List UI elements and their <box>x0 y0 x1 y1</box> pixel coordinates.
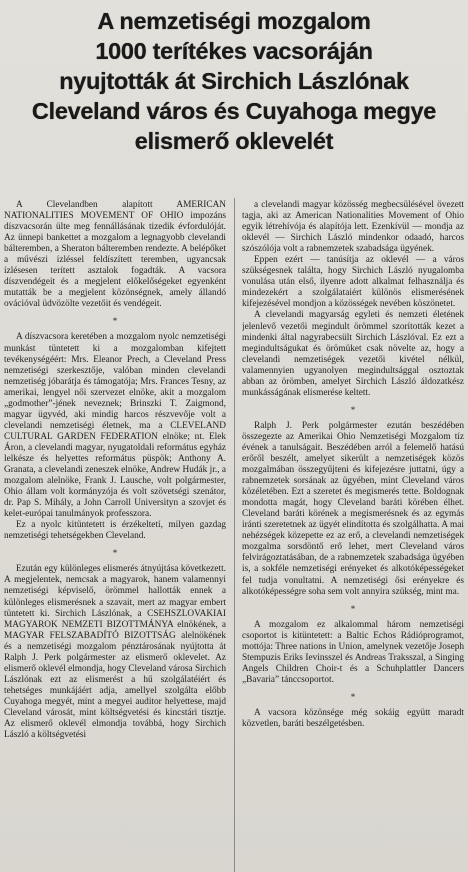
paragraph: A mozgalom ez alkalommal három nemzetiségi csoportot is kitüntetett: a Baltic Echos Rádióprogramot, mottója: Three nations in Union, amelynek vezetője Joseph Stempuzis Eriks Ievinsszel és Andreas Traksszal, a Singing Angels Children Choir-t és a Schuhplattler Dancers „Bavaria” tánccsoportot. <box>242 619 464 685</box>
headline-line-3: nyujtották át Sirchich Lászlónak <box>59 68 409 94</box>
paragraph: A vacsora közönsége még sokáig együtt maradt közvetlen, baráti beszélgetésben. <box>242 707 464 729</box>
paragraph: Ez a nyolc kitüntetett is érzékeltetí, milyen gazdag nemzetiségi tehetségekben Cleveland. <box>4 520 226 542</box>
section-separator: * <box>350 404 356 415</box>
column-divider <box>234 198 235 872</box>
article-right-column <box>242 200 464 872</box>
paragraph: Eppen ezért — tanúsítja az oklevél — a város szükségesnek találta, hogy Sirchich László nyugalomba vonulása után első, ilyenre adott alkalmat felhasználja és mindezekért a szolgálataiért különös elismerésének kifejezésével mondjon a közösségek nevében köszönetet. <box>242 255 464 310</box>
section-separator: * <box>112 548 118 559</box>
paragraph: A clevelandi magyarság egyleti és nemzeti életének jelenlevő vezetői megindult örömmel szorították kezet a mindenki által nagyrabecsült Sirchich Lászlóval. Ez ezt a megindultságukat és örömüket csak növelte az, hogy a clevelandi nemzetiségek vezetői kivétel nélkül, valamennyien ugyanolyen megindultsággal osztoztak abban az örömben, amelyet Sirchich László áldozatkész munkásságának elismerése keltett. <box>242 310 464 398</box>
paragraph: A Clevelandben alapított AMERICAN NATIONALITIES MOVEMENT OF OHIO impozáns díszvacsorán ülte meg fennállásának tizedik évfordulóját. Az ünnepi bankettet a mozgalom a legnagyobb clevelandi bálteremben, a Sheraton bálteremben rendezte. A belépőket a művészi ízléssel feldíszített teremben, ugyancsak ízlésesen terített asztalok fogadták. A vacsora díszvendégeit és a megjelent előkelőségeket egyenként mutatták be a megjelent közönségnek, amely állandó ovációval üdvözölte vezetőit és vendégeit. <box>4 200 226 310</box>
headline-line-1: A nemzetiségi mozgalom <box>97 8 371 34</box>
paragraph: A díszvacsora keretében a mozgalom nyolc nemzetiségi munkást tüntetett ki a mozgalomban kifejtett tevékenységéért: Mrs. Eleanor Prech, a Cleveland Press nemzetiségi szerkesztője, valóban minden clevelandi nemzetiség jóbarátja és támogatója; Mrs. Frances Tesny, az amerikai, lengyel női szervezet elnöke, akit a mozgalom „godmother”-jének neveznek; Brinszki T. Zaigmond, magyar ügyvéd, aki mindig harcos részvevője volt a clevelandi nemzetiségi életnek, ma a CLEVELAND CULTURAL GARDEN FEDERATION elnöke; nt. Elek Áron, a clevelandi magyar, nyugatoldali református egyház lelkésze és helyettes református püspök; Anthony A. Granata, a clevelandi zeneszek elnöke, Andrew Hudák jr., a mozgalom alelnöke, Frank J. Lausche, volt polgármester, Ohio állam volt kormányzója és volt szövetségi szenátor, dr. Pap S. Mihály, a John Carroll Universityn a szovjet és kelet-európai tanulmányok professzora. <box>4 332 226 520</box>
article-headline <box>10 6 458 156</box>
paragraph: Ezután egy különleges elismerés átnyújtása következett. A megjelentek, nemcsak a magyarok, hanem valamennyi nemzetiségi képviselő, örömmel hallották ennek a különleges elismerésnek a szavait, mert az magyar embert tüntetett ki. Sirchich Lászlónak, a CSEHSZLOVAKIAI MAGYAROK NEMZETI BIZOTTMÁNYA elnökének, a MAGYAR FELSZABADÍTÓ BIZOTTSÁG alelnökének és a nemzetiségi mozgalom pénztárosának nyújtotta át Ralph J. Perk polgármester az elismerő oklevelet. Az elismerő oklevél elmondja, hogy Cleveland városa Sirchich Lászlónak ezt az elismerést a hű szolgálatéiért és tehetséges munkájáért adja, amellyel szolgálta előbb Cuyahoga megyét, mint a megyei auditor helyettese, majd Cleveland városát, mint költségvetési és kincstári tisztje. Az elismerő oklevél elmondja továbbá, hogy Sirchich László a költségvetési <box>4 564 226 741</box>
section-separator: * <box>112 316 118 327</box>
headline-line-2: 1000 terítékes vacsoráján <box>95 38 373 64</box>
headline-line-5: elismerő oklevelét <box>134 128 334 154</box>
headline-line-4: Cleveland város és Cuyahoga megye <box>31 98 437 124</box>
section-separator: * <box>350 603 356 614</box>
article-left-column <box>4 200 226 872</box>
paragraph: Ralph J. Perk polgármester ezután beszédében összegezte az Amerikai Ohio Nemzetiségi Mozgalom tíz évének a tanulságait. Beszédében arról a felemelő hatású erőről beszélt, amelyet sikerült a nemzetiségek közös mozgalmában összegyűjteni és kifejezésre juttatni, úgy a rabnemzetek sorsának az ügyében, mint Cleveland város közéletében. Ezt a szeretet és megismerés tette. Boldognak mondotta magát, hogy Cleveland baráti körében élhet. Cleveland baráti körének a megismerésnek és az egymás iránti szeretetnek az ügyét elindította és szolgálhatta. A mai nehézségek közepette ez az erő, a clevelandi nemzetiségek mozgalma sorsdöntő erő lehet, mert Cleveland város felvirágoztatásában, de a rabnemzetek szabadsága ügyében is, a sokféle nemzetiségi erényeket és alkotóképességeket fel tudja vonultatni. A nemzetiségi ősi erényekre és alkotóképességre soha sem volt annyira szükség, mint ma. <box>242 420 464 597</box>
paragraph: a clevelandi magyar közösség megbecsülésével övezett tagja, aki az American Nationalities Movement of Ohio egyik létrehívója és alapítója lett. Ezenkívül — mondja az oklevél — Sirchich László mindenkor odaadó, harcos szószólója volt a rabnemzetek szabadsága ügyének. <box>242 200 464 255</box>
section-separator: * <box>350 691 356 702</box>
